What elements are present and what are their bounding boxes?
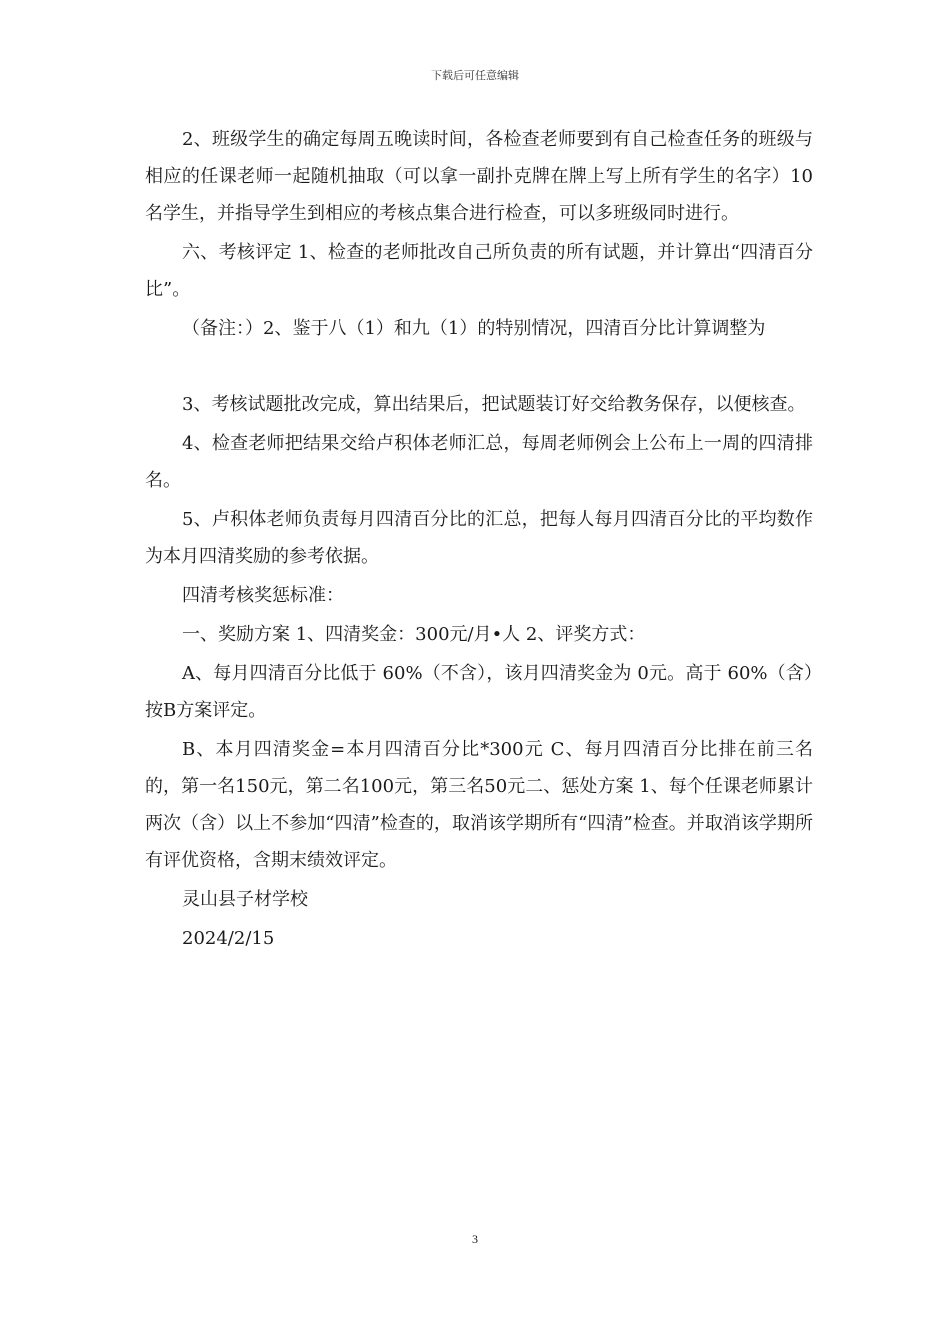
section-heading-standards: 四清考核奖惩标准： [182, 585, 344, 606]
page-number: 3 [472, 1232, 478, 1246]
school-name: 灵山县子材学校 [182, 889, 308, 910]
paragraph-monthly-summary: 5、卢积体老师负责每月四清百分比的汇总，把每人每月四清百分比的平均数作为本月四清奖励的参考依据。 [145, 509, 813, 567]
paragraph-grading-complete: 3、考核试题批改完成，算出结果后，把试题装订好交给教务保存，以便核查。 [182, 394, 806, 415]
paragraph-reward-plan: 一、奖励方案 1、四清奖金：300元/月•人 2、评奖方式： [182, 624, 646, 645]
paragraph-plan-a: A、每月四清百分比低于 60%（不含），该月四清奖金为 0元。高于 60%（含）按B方案评定。 [145, 663, 813, 721]
document-date: 2024/2/15 [182, 928, 275, 949]
paragraph-student-selection: 2、班级学生的确定每周五晚读时间，各检查老师要到有自己检查任务的班级与相应的任课老师一起随机抽取（可以拿一副扑克牌在牌上写上所有学生的名字）10名学生，并指导学生到相应的考核点集合进行检查，可以多班级同时进行。 [145, 129, 813, 224]
paragraph-results-summary: 4、检查老师把结果交给卢积体老师汇总，每周老师例会上公布上一周的四清排名。 [145, 433, 813, 491]
paragraph-remark-adjustment: （备注：）2、鉴于八（1）和九（1）的特别情况，四清百分比计算调整为 [182, 318, 766, 339]
paragraph-plan-b-and-penalty: B、本月四清奖金=本月四清百分比*300元 C、每月四清百分比排在前三名的，第一名150元，第二名100元，第三名50元二、惩处方案 1、每个任课老师累计两次（含）以上不参加“四清”检查的，取消该学期所有“四清”检查。并取消该学期所有评优资格，含期末绩效评定。 [145, 739, 813, 871]
download-note: 下载后可任意编辑 [431, 69, 519, 82]
document-body [145, 121, 813, 959]
paragraph-assessment-evaluation: 六、考核评定 1、检查的老师批改自己所负责的所有试题，并计算出“四清百分比”。 [145, 242, 813, 300]
